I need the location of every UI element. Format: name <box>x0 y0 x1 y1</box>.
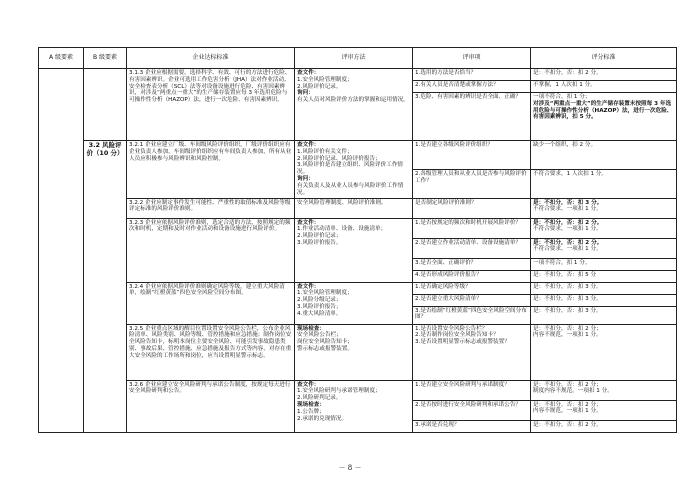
text-line: 是：不扣分，否：扣 2 分； <box>533 325 602 332</box>
method-cell <box>295 282 413 324</box>
text-line: 现场检查： <box>297 401 325 408</box>
page-number: － 8 － <box>338 464 362 472</box>
table-header-row <box>39 48 677 69</box>
score-cell <box>531 270 677 282</box>
text-line: 对涉及“两重点一重大”的生产储存装置未按照每 3 年选用危险与可操作性分析（HAZOP）法，进行一次危险、有害因素辨识，扣 5 分。 <box>533 100 673 121</box>
review-item-cell: 是否制定风险评价准则？ <box>413 198 531 218</box>
score-cell <box>531 198 677 218</box>
score-cell <box>531 93 677 141</box>
standard-cell: 3.1.3 企业应根据需要，选择科学、有效、可行的方法进行危险、有害因素辨识。企业可选用工作危害分析（JHA）法对作业活动、安全检查表分析（SCL）法等对设备设施进行危险、有害因素辨识，对涉及“两重点一重大”的生产储存装置应每 3 年选用危险与可操作性分析（HAZOP）法，进行一次危险、有害因素辨识。 <box>127 69 295 141</box>
table-row <box>39 324 677 380</box>
header-standard: 企业达标标准 <box>127 48 295 69</box>
table-row <box>39 141 677 170</box>
text-line: 1.作业活动清单、设备、设施清单； <box>297 226 387 233</box>
text-line: 内容不规范，一项扣 1 分。 <box>533 408 602 415</box>
text-line: 一项不符合，扣 1 分； <box>533 94 591 100</box>
review-item-cell: 1.是否按规定的频次和时机开展风险评价？ <box>413 218 531 238</box>
standard-cell: 3.2.1 企业应建立厂级、车间级风险评价组织，厂级评价组织应有企业负责人参加，车间级评价组织应有车间负责人参加，所有从业人员应积极参与风险辨识和风险控制。 <box>127 141 295 199</box>
score-cell <box>531 169 677 198</box>
score-cell <box>531 420 677 432</box>
score-cell <box>531 69 677 81</box>
text-line: 内容不规范，一项扣 1 分。 <box>533 332 602 339</box>
text-line: 1.安全风险管理制度； <box>297 76 353 83</box>
standard-cell: 3.2.2 企业应制定事件发生可能性、严重性的取值标准及风险等级评定标准的风险评价准则。 <box>127 198 295 218</box>
score-cell <box>531 306 677 324</box>
method-cell <box>295 380 413 432</box>
method-cell <box>295 198 413 218</box>
text-line: 询问： <box>297 90 314 97</box>
text-line: 是：不扣分，否：扣 2 分。 <box>533 421 602 428</box>
score-cell <box>531 258 677 270</box>
text-line: 制度内容不规范，一项扣 1 分。 <box>533 388 613 395</box>
review-item-cell: 1.是否设置安全风险公告栏？ 2.是否制作岗位安全风险告知卡？ 3.是否设置明显警示标志或报警装置？ <box>413 324 531 380</box>
text-line: 3.风险评价报告； <box>297 303 342 310</box>
review-item-cell: 2.各级管理人员和从业人员是否参与风险评价工作？ <box>413 169 531 198</box>
review-item-cell: 3.是否绘制“红橙黄蓝”四色安全风险空间分布图？ <box>413 306 531 324</box>
text-line: 现场检查： <box>297 325 325 332</box>
text-line: 3.风险评价是否建立组织、风险评价工作情况。 <box>297 162 404 176</box>
header-score: 评分标准 <box>531 48 677 69</box>
level-b-cell: 3.2 风险评价（10 分） <box>84 141 127 433</box>
score-cell <box>531 218 677 238</box>
text-line: 查文件： <box>297 283 320 290</box>
text-line: 询问： <box>297 176 314 183</box>
standard-cell: 3.2.5 企业重点区域的醒目位置设置安全风险公告栏，公布企业风险清单、风险类别、风险等级、管控措施和应急措施；制作岗位安全风险告知卡，标明本岗位主要安全风险、可能引发事故隐患类别、事故后果、管控措施、应急措施及报告方式等内容，对存在重大安全风险的工作场所和岗位，应当设置明显警示标志。 <box>127 324 295 380</box>
table-row <box>39 380 677 400</box>
table-row <box>39 218 677 238</box>
text-line: 安全风险管理制度、风险评价准则。 <box>297 199 387 206</box>
header-item: 评审项 <box>413 48 531 69</box>
score-cell <box>531 294 677 306</box>
text-line: 是：不扣分，否：扣 2 分； <box>533 401 602 408</box>
text-line: 2.风险评价记录； <box>297 233 342 240</box>
text-line: 1.安全风险管理制度； <box>297 290 353 297</box>
text-line: 不掌握，1 人次扣 1 分。 <box>533 82 596 88</box>
text-line: 4.重大风险清单。 <box>297 310 342 317</box>
text-line: 不符合要求，一项扣 1 分。 <box>533 206 602 213</box>
text-line: 1.公告牌； <box>297 408 325 415</box>
text-line: 1.安全风险研判与承诺管理制度； <box>297 388 381 395</box>
score-cell <box>531 282 677 294</box>
text-line: 是：不扣分，否：扣 2 分。 <box>533 70 602 76</box>
score-cell <box>531 141 677 170</box>
text-line: 是：不扣分，否：扣 2 分。 <box>533 219 603 226</box>
text-line: 是：不扣分，否：扣 3 分。 <box>533 307 602 314</box>
level-a-cell <box>39 69 84 433</box>
header-level-b: B 级要素 <box>84 48 127 69</box>
review-item-cell: 3.承诺是否兑现？ <box>413 420 531 432</box>
level-b-cell-prev <box>84 69 127 141</box>
text-line: 不符合要求，一项扣 1 分。 <box>533 246 602 253</box>
review-item-cell: 3.是否全面、正确评价？ <box>413 258 531 270</box>
text-line: 是：不扣分，否：扣 2 分； <box>533 381 602 388</box>
score-cell <box>531 238 677 258</box>
score-cell <box>531 400 677 420</box>
review-item-cell: 1.选用的方法是否恰当？ <box>413 69 531 81</box>
text-line: 安全风险公告栏； <box>297 332 342 339</box>
review-item-cell: 1.是否建立各级风险评价组织？ <box>413 141 531 170</box>
review-item-cell: 2.是否建立作业活动清单、设备设施清单？ <box>413 238 531 258</box>
text-line: 2.风险评价记录、风险评价报告； <box>297 155 381 162</box>
standard-cell: 3.2.3 企业应依据风险评价准则，选定合适的方法，按照规定的频次和时机，定期和及时对作业活动和设备设施进行风险评价。 <box>127 218 295 282</box>
method-cell <box>295 218 413 282</box>
assessment-table <box>38 47 677 433</box>
text-line: 2.风险分级记录； <box>297 297 342 304</box>
text-line: 是：不扣分，否：扣 5 分 <box>533 271 597 278</box>
review-item-cell: 4.是否形成风险评价报告？ <box>413 270 531 282</box>
text-line: 有关负责人及从业人员参与风险评价工作情况。 <box>297 182 404 196</box>
method-cell <box>295 141 413 199</box>
method-cell <box>295 324 413 380</box>
method-cell <box>295 69 413 141</box>
text-line: 缺少一个组织，扣 2 分。 <box>533 142 597 148</box>
text-line: 2.风险研判记录。 <box>297 395 342 402</box>
review-item-cell: 2.是否按时进行安全风险研判和承诺公告？ <box>413 400 531 420</box>
review-item-cell: 1.是否确定风险等级？ <box>413 282 531 294</box>
header-level-a: A 级要素 <box>39 48 84 69</box>
text-line: 是：不扣分，否：扣 2 分。 <box>533 239 603 246</box>
table-row <box>39 282 677 294</box>
text-line: 是：不扣分，否：扣 3 分。 <box>533 283 602 290</box>
review-item-cell: 2.是否建立重大风险清单？ <box>413 294 531 306</box>
score-cell <box>531 380 677 400</box>
text-line: 查文件： <box>297 219 320 226</box>
text-line: 3.风险评价报告。 <box>297 239 342 246</box>
text-line: 是：不扣分，否：扣 3 分。 <box>533 295 602 302</box>
text-line: 有关人员对风险评价方法的掌握和运用情况。 <box>297 97 409 104</box>
table-row <box>39 69 677 81</box>
text-line: 是：不扣分，否：扣 3 分。 <box>533 199 603 206</box>
text-line: 查文件： <box>297 70 320 76</box>
score-cell <box>531 324 677 380</box>
text-line: 2.承诺的兑现情况。 <box>297 415 348 422</box>
score-cell <box>531 81 677 93</box>
table-row <box>39 198 677 218</box>
text-line: 查文件： <box>297 142 320 148</box>
text-line: 一项不符合，扣 1 分。 <box>533 259 591 266</box>
text-line: 警示标志或报警装置。 <box>297 345 353 352</box>
header-method: 评审方法 <box>295 48 413 69</box>
text-line: 查文件： <box>297 381 320 388</box>
text-line: 不符合要求，1 人次扣 1 分。 <box>533 170 607 177</box>
text-line: 岗位安全风险告知卡； <box>297 339 353 346</box>
review-item-cell: 2.有关人员是否清楚或掌握方法？ <box>413 81 531 93</box>
text-line: 1.风险评价有关文件； <box>297 148 353 155</box>
text-line: 2.风险评价记录。 <box>297 83 342 90</box>
review-item-cell: 3.危险、有害因素的辨识是否全面、正确？ <box>413 93 531 141</box>
text-line: 不符合要求，一项扣 1 分。 <box>533 226 602 233</box>
review-item-cell: 1.是否建立安全风险研判与承诺制度？ <box>413 380 531 400</box>
standard-cell: 3.2.4 企业应依据风险评价准则确定风险等级，建立重大风险清单，绘制“红橙黄蓝”四色安全风险空间分布图。 <box>127 282 295 324</box>
standard-cell: 3.2.6 企业应建立安全风险研判与承诺公告制度，按规定每天进行安全风险研判和公告。 <box>127 380 295 432</box>
